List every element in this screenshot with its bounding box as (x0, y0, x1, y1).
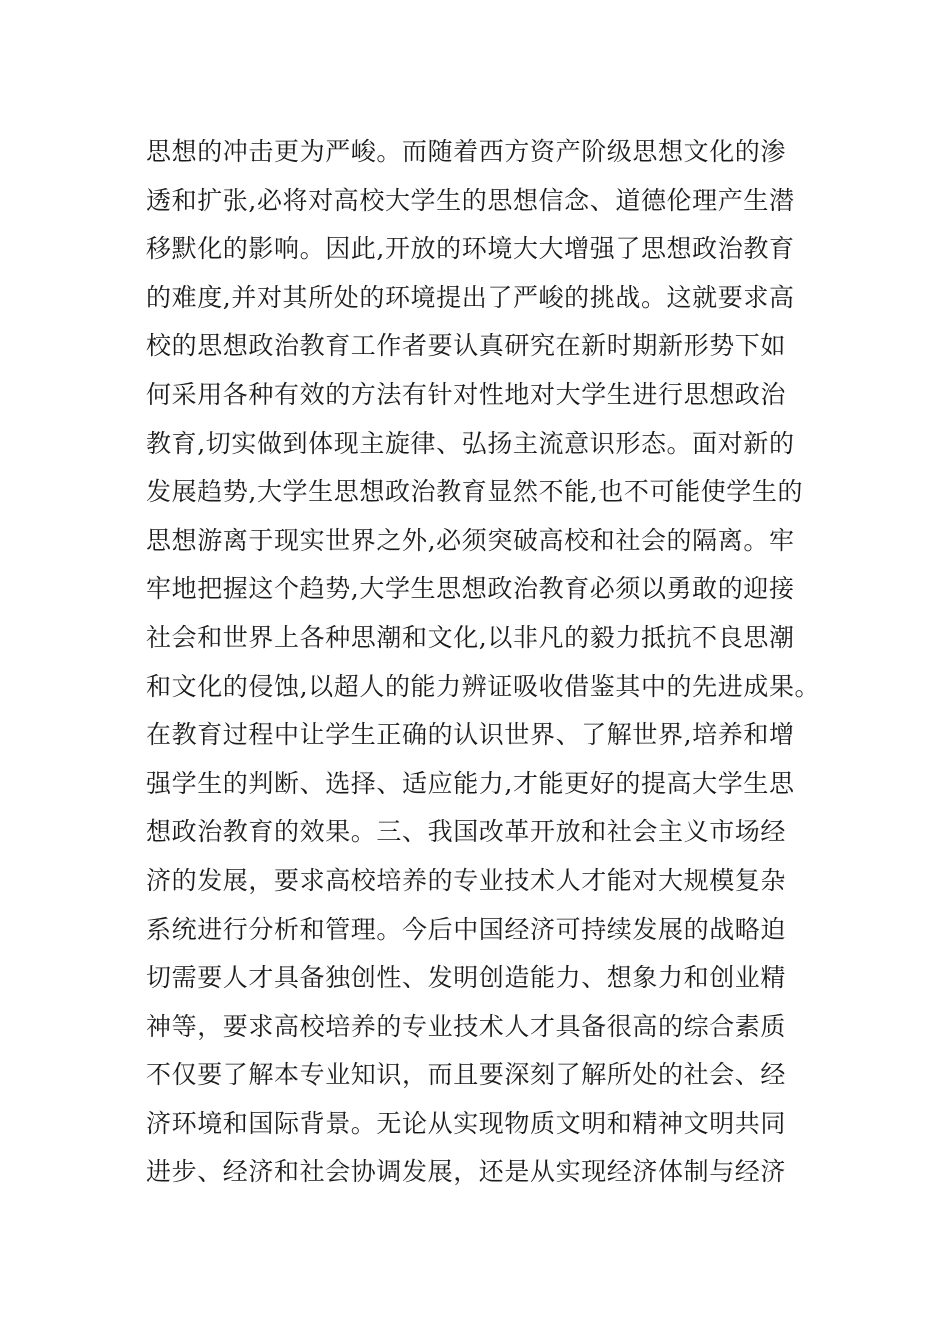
text-line: 牢地把握这个趋势,大学生思想政治教育必须以勇敢的迎接 (146, 574, 795, 604)
text-line: 在教育过程中让学生正确的认识世界、了解世界,培养和增 (146, 720, 795, 750)
text-line: 和文化的侵蚀,以超人的能力辨证吸收借鉴其中的先进成果。 (146, 671, 821, 701)
body-text (146, 128, 846, 1197)
text-line: 强学生的判断、选择、适应能力,才能更好的提高大学生思 (146, 768, 795, 798)
text-line: 思想游离于现实世界之外,必须突破高校和社会的隔离。牢 (146, 525, 795, 555)
text-line: 进步、经济和社会协调发展，还是从实现经济体制与经济 (146, 1157, 787, 1187)
text-line: 系统进行分析和管理。今后中国经济可持续发展的战略迫 (146, 914, 787, 944)
text-line: 校的思想政治教育工作者要认真研究在新时期新形势下如 (146, 331, 787, 361)
text-line: 移默化的影响。因此,开放的环境大大增强了思想政治教育 (146, 234, 795, 264)
text-line: 社会和世界上各种思潮和文化,以非凡的毅力抵抗不良思潮 (146, 622, 795, 652)
text-line: 想政治教育的效果。三、我国改革开放和社会主义市场经 (146, 817, 787, 847)
text-line: 思想的冲击更为严峻。而随着西方资产阶级思想文化的渗 (146, 137, 787, 166)
text-line: 发展趋势,大学生思想政治教育显然不能,也不可能使学生的 (146, 477, 804, 507)
text-line: 教育,切实做到体现主旋律、弘扬主流意识形态。面对新的 (146, 428, 795, 458)
text-line: 透和扩张,必将对高校大学生的思想信念、道德伦理产生潜 (146, 185, 795, 215)
text-line: 的难度,并对其所处的环境提出了严峻的挑战。这就要求高 (146, 282, 795, 312)
text-line: 济环境和国际背景。无论从实现物质文明和精神文明共同 (146, 1108, 787, 1138)
text-line: 神等，要求高校培养的专业技术人才具备很高的综合素质 (146, 1011, 787, 1041)
text-line: 济的发展，要求高校培养的专业技术人才能对大规模复杂 (146, 865, 787, 895)
text-line: 切需要人才具备独创性、发明创造能力、想象力和创业精 (146, 963, 787, 993)
text-line: 何采用各种有效的方法有针对性地对大学生进行思想政治 (146, 379, 787, 409)
text-line: 不仅要了解本专业知识，而且要深刻了解所处的社会、经 (146, 1060, 787, 1090)
